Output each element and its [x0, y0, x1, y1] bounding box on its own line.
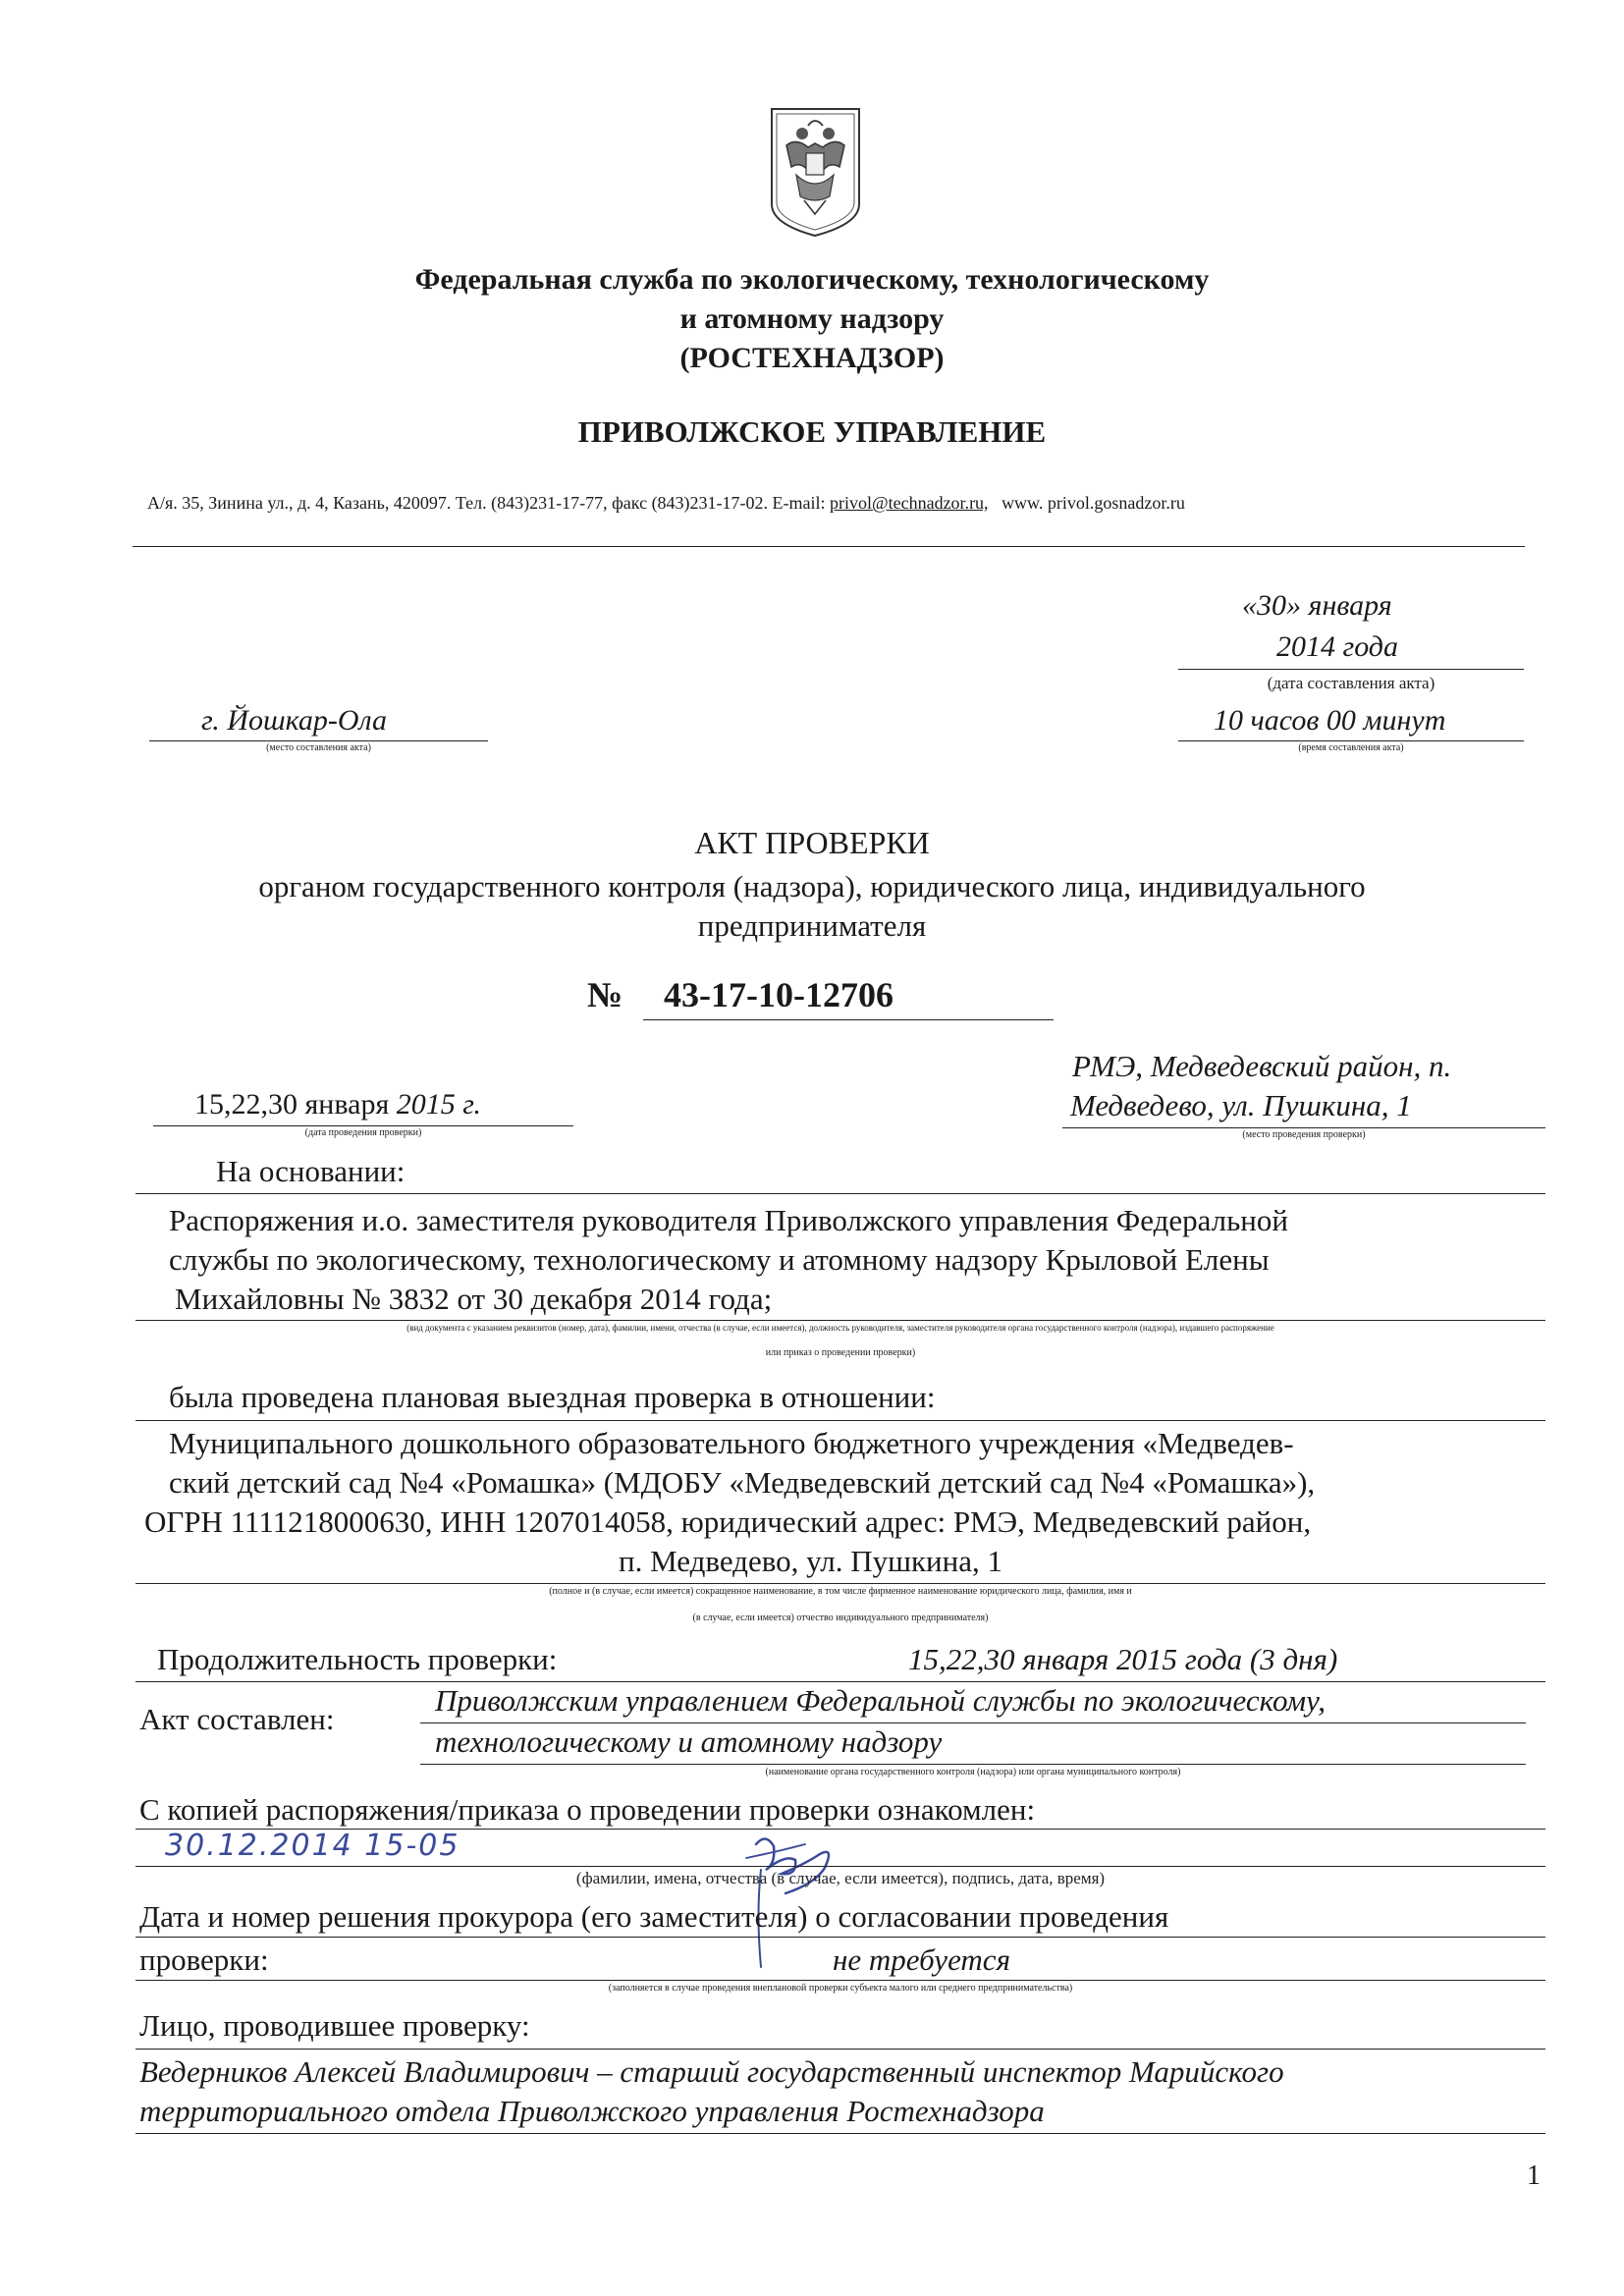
inspection-dates-caption: (дата проведения проверки): [304, 1127, 422, 1138]
prosecutor-line1-underline: [135, 1937, 1545, 1938]
department-title: ПРИВОЛЖСКОЕ УПРАВЛЕНИЕ: [577, 414, 1047, 449]
composed-line2-underline: [420, 1764, 1526, 1765]
subject-caption2: (в случае, если имеется) отчество индивидуального предпринимателя): [692, 1613, 989, 1623]
inspection-place-line1: РМЭ, Медведевский район, п.: [1072, 1049, 1452, 1083]
act-time: 10 часов 00 минут: [1214, 704, 1446, 737]
prosecutor-value: не требуется: [833, 1942, 1010, 1977]
inspector-line2: территориального отдела Приволжского управления Ростехнадзора: [139, 2094, 1045, 2128]
act-date-caption: (дата составления акта): [1267, 674, 1435, 692]
composed-label: Акт составлен:: [139, 1702, 335, 1736]
basis-line1: Распоряжения и.о. заместителя руководителя Приволжского управления Федеральной: [169, 1203, 1288, 1237]
org-name-line2: и атомному надзору: [679, 302, 945, 335]
header-divider: [133, 546, 1525, 547]
inspection-place-underline: [1062, 1127, 1545, 1128]
act-number: 43-17-10-12706: [664, 975, 893, 1014]
coat-of-arms-emblem: [769, 106, 862, 239]
act-date-year: 2014 года: [1276, 630, 1398, 663]
act-date-day: «30» января: [1242, 589, 1392, 622]
subject-label-underline: [135, 1420, 1545, 1421]
email-link[interactable]: privol@technadzor.ru,: [830, 493, 989, 513]
inspector-label: Лицо, проводившее проверку:: [139, 2008, 530, 2043]
subject-caption1: (полное и (в случае, если имеется) сокращенное наименование, в том числе фирменное наименование юридического лица, фамилия, имя и: [549, 1586, 1132, 1597]
prosecutor-line1: Дата и номер решения прокурора (его заместителя) о согласовании проведения: [139, 1899, 1169, 1934]
inspection-place-caption: (место проведения проверки): [1242, 1129, 1366, 1140]
composed-line1: Приволжским управлением Федеральной службы по экологическому,: [435, 1683, 1326, 1718]
prosecutor-underline: [135, 1980, 1545, 1981]
inspector-label-underline: [135, 2049, 1545, 2050]
act-date-underline: [1178, 669, 1524, 670]
contacts-address: А/я. 35, Зинина ул., д. 4, Казань, 420097. Тел. (843)231-17-77, факс (843)231-17-02. E-mail:: [147, 493, 831, 513]
inspector-underline: [135, 2133, 1545, 2134]
basis-label: На основании:: [216, 1154, 406, 1188]
act-number-sign: №: [587, 975, 623, 1014]
inspector-line1: Ведерников Алексей Владимирович – старший государственный инспектор Марийского: [139, 2054, 1284, 2089]
basis-line2: службы по экологическому, технологическому и атомному надзору Крыловой Елены: [169, 1242, 1270, 1277]
contacts-line: [147, 493, 1185, 514]
act-place: г. Йошкар-Ола: [201, 704, 388, 737]
composed-caption: (наименование органа государственного контроля (надзора) или органа муниципального контроля): [765, 1767, 1181, 1777]
handwritten-date-time: 30.12.2014 15-05: [165, 1829, 460, 1863]
basis-label-underline: [135, 1193, 1545, 1194]
acquainted-caption: (фамилии, имена, отчества (в случае, если имеется), подпись, дата, время): [575, 1869, 1106, 1887]
page-number: 1: [1527, 2160, 1541, 2191]
inspection-dates-year: 2015 г.: [396, 1088, 482, 1121]
org-name-line3: (РОСТЕХНАДЗОР): [679, 342, 945, 374]
duration-underline: [135, 1681, 1545, 1682]
acquainted-underline: [135, 1866, 1545, 1867]
basis-line3: Михайловны № 3832 от 30 декабря 2014 года;: [175, 1282, 773, 1316]
subject-line2: ский детский сад №4 «Ромашка» (МДОБУ «Медведевский детский сад №4 «Ромашка»),: [169, 1465, 1316, 1500]
subject-label: была проведена плановая выездная проверка в отношении:: [169, 1380, 936, 1414]
act-time-caption: (время составления акта): [1298, 742, 1404, 753]
act-subtitle-line2: предпринимателя: [697, 908, 927, 943]
basis-caption1: (вид документа с указанием реквизитов (номер, дата), фамилии, имени, отчества (в случае, если имеется), должность руководителя, заместителя руководителя органа государственного контроля (надзора), издавшего распоряжение: [406, 1323, 1274, 1333]
duration-value: 15,22,30 января 2015 года (3 дня): [908, 1642, 1338, 1676]
subject-line4: п. Медведево, ул. Пушкина, 1: [619, 1544, 1002, 1578]
org-name-line1: Федеральная служба по экологическому, технологическому: [414, 263, 1210, 296]
acquainted-label: С копией распоряжения/приказа о проведении проверки ознакомлен:: [139, 1792, 1036, 1827]
act-title: АКТ ПРОВЕРКИ: [694, 825, 930, 860]
subject-underline: [135, 1583, 1545, 1584]
inspection-place-line2: Медведево, ул. Пушкина, 1: [1070, 1088, 1412, 1122]
subject-line1: Муниципального дошкольного образовательного бюджетного учреждения «Медведев-: [169, 1426, 1294, 1460]
website-link[interactable]: www. privol.gosnadzor.ru: [1001, 493, 1185, 513]
act-place-underline: [149, 740, 488, 741]
prosecutor-label2: проверки:: [139, 1942, 269, 1977]
composed-line1-underline: [420, 1722, 1526, 1723]
basis-underline: [135, 1320, 1545, 1321]
subject-line3: ОГРН 1111218000630, ИНН 1207014058, юридический адрес: РМЭ, Медведевский район,: [144, 1504, 1312, 1539]
act-place-caption: (место составления акта): [266, 742, 371, 753]
composed-line2: технологическому и атомному надзору: [435, 1724, 943, 1759]
inspection-dates-days: 15,22,30 января: [194, 1088, 397, 1121]
inspection-dates-underline: [153, 1125, 573, 1126]
prosecutor-caption: (заполняется в случае проведения внеплановой проверки субъекта малого или среднего предпринимательства): [608, 1983, 1073, 1994]
act-subtitle-line1: органом государственного контроля (надзора), юридического лица, индивидуального: [258, 869, 1366, 903]
duration-label: Продолжительность проверки:: [157, 1642, 558, 1676]
act-time-underline: [1178, 740, 1524, 741]
act-number-underline: [643, 1019, 1054, 1020]
inspection-dates: [194, 1088, 481, 1121]
basis-caption2: или приказ о проведении проверки): [765, 1347, 916, 1358]
